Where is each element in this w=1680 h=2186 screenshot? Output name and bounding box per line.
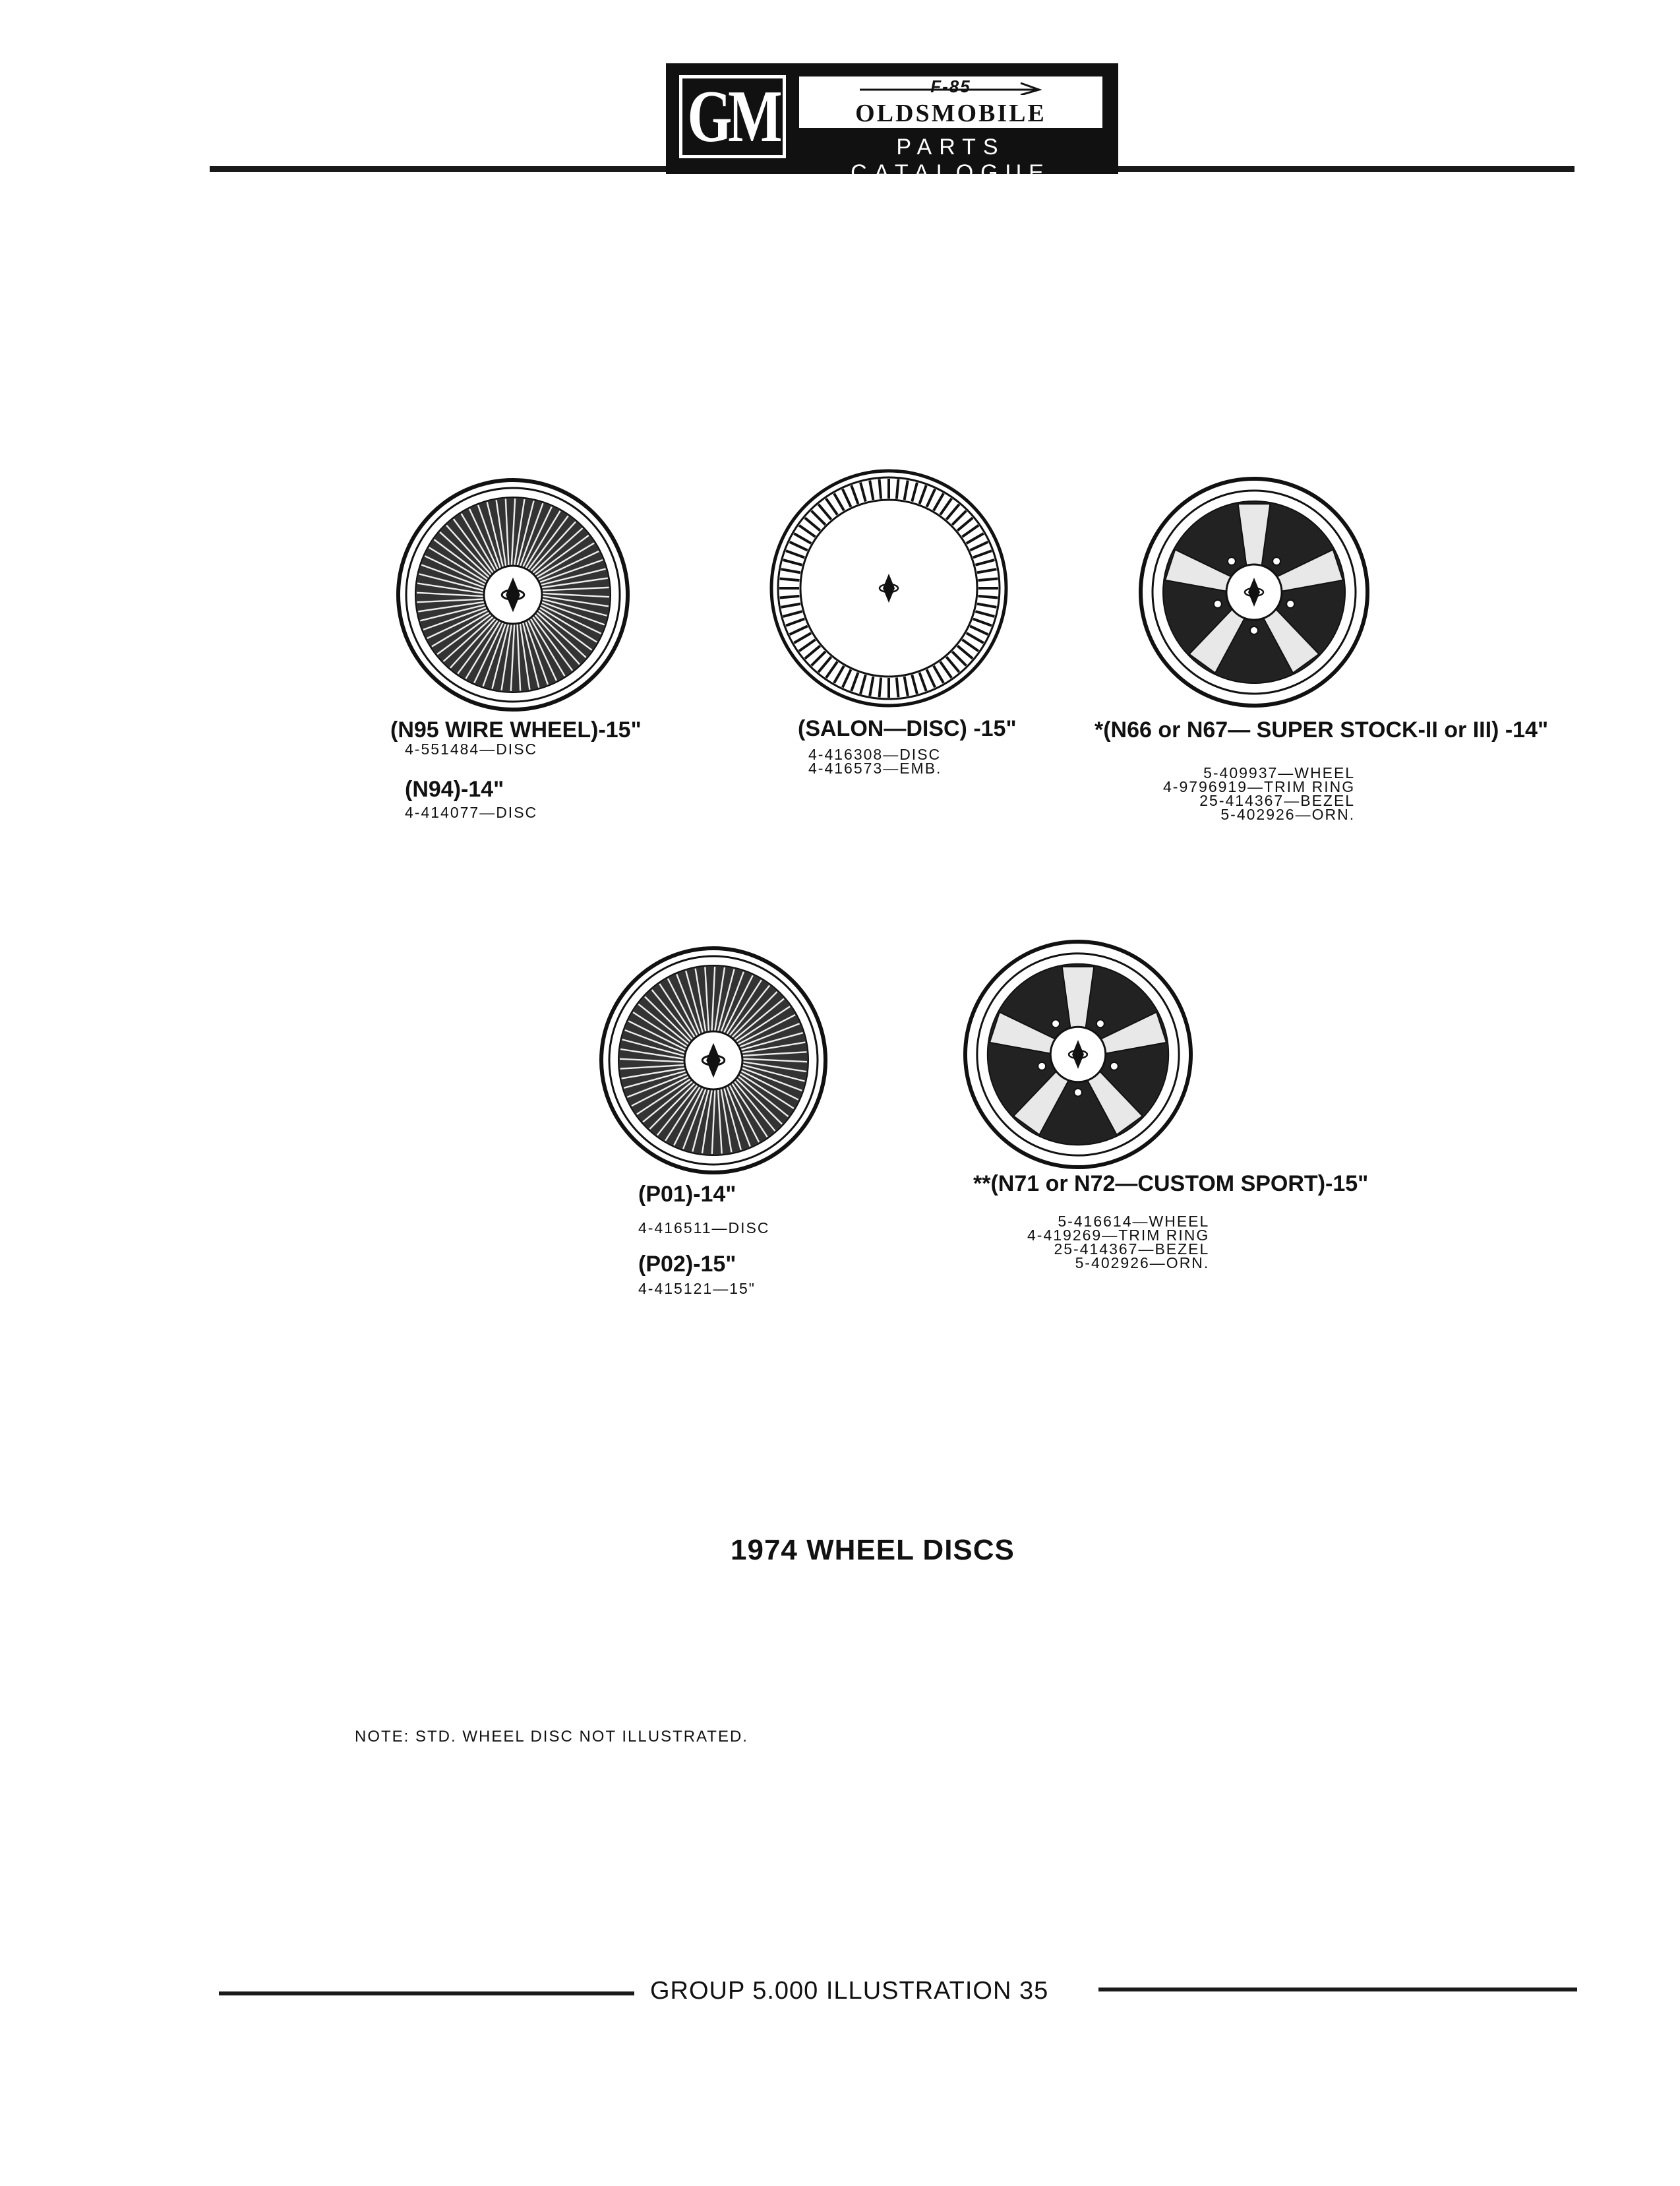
wheel-2-part-2: 4-416573—EMB. [808,760,942,777]
wheel-5-part-1: 5-416614—WHEEL [1058,1213,1210,1230]
wheel-5-part-3: 25-414367—BEZEL [1054,1240,1210,1258]
wheel-5-parts [1027,1215,1209,1270]
catalogue-logo [666,63,1118,185]
wire-wheel-disc-illustration [396,477,630,712]
wheel-3-parts [1163,766,1355,822]
wheel-1-subparts [405,806,537,820]
wheel-3-title: *(N66 or N67— SUPER STOCK-II or III) -14" [1095,717,1549,743]
wheel-3-part-4: 5-402926—ORN. [1220,806,1356,823]
illustration-caption: 1974 WHEEL DISCS [731,1534,1015,1566]
wheel-2-parts [808,748,942,775]
catalogue-title: PARTS CATALOGUE [851,135,1051,185]
wheel-2-part-1: 4-416308—DISC [808,746,942,763]
wheel-4-subtitle: (P02)-15" [638,1252,736,1277]
wheel-2-title: (SALON—DISC) -15" [798,716,1017,741]
wheel-4-subparts [638,1282,756,1296]
wheel-5-title: **(N71 or N72—CUSTOM SPORT)-15" [973,1171,1369,1196]
wheel-4-part-1: 4-416511—DISC [638,1219,770,1236]
wheel-1-part-1: 4-551484—DISC [405,741,538,758]
gm-logo-text: GM [687,76,778,158]
wheel-4-parts [638,1221,769,1235]
gm-logo [679,75,786,158]
model-name: F-85 [930,76,971,96]
wheel-1-subtitle: (N94)-14" [405,777,504,802]
wheel-1-subpart-1: 4-414077—DISC [405,804,538,821]
wheel-4-subpart-1: 4-415121—15" [638,1280,756,1297]
salon-disc-illustration [769,468,1009,708]
wheel-4-title: (P01)-14" [638,1182,736,1207]
wheel-1-title: (N95 WIRE WHEEL)-15" [390,717,642,743]
p01-wire-disc-illustration [599,946,828,1175]
footer-rule-right [1098,1988,1577,1991]
wheel-1-parts [405,743,537,756]
wheel-3-part-2: 4-9796919—TRIM RING [1163,778,1356,795]
make-name: OLDSMOBILE [855,100,1046,127]
model-plate [799,76,1102,128]
wheel-5-part-4: 5-402926—ORN. [1075,1254,1210,1271]
note-text: NOTE: STD. WHEEL DISC NOT ILLUSTRATED. [355,1728,748,1746]
footer-rule-left [219,1991,634,1995]
wheel-3-part-3: 25-414367—BEZEL [1199,792,1356,809]
wheel-5-part-2: 4-419269—TRIM RING [1027,1227,1210,1244]
wheel-3-part-1: 5-409937—WHEEL [1203,764,1356,781]
custom-sport-wheel-illustration [963,939,1193,1170]
super-stock-wheel-illustration [1138,476,1370,708]
footer-label: GROUP 5.000 ILLUSTRATION 35 [650,1977,1049,2005]
